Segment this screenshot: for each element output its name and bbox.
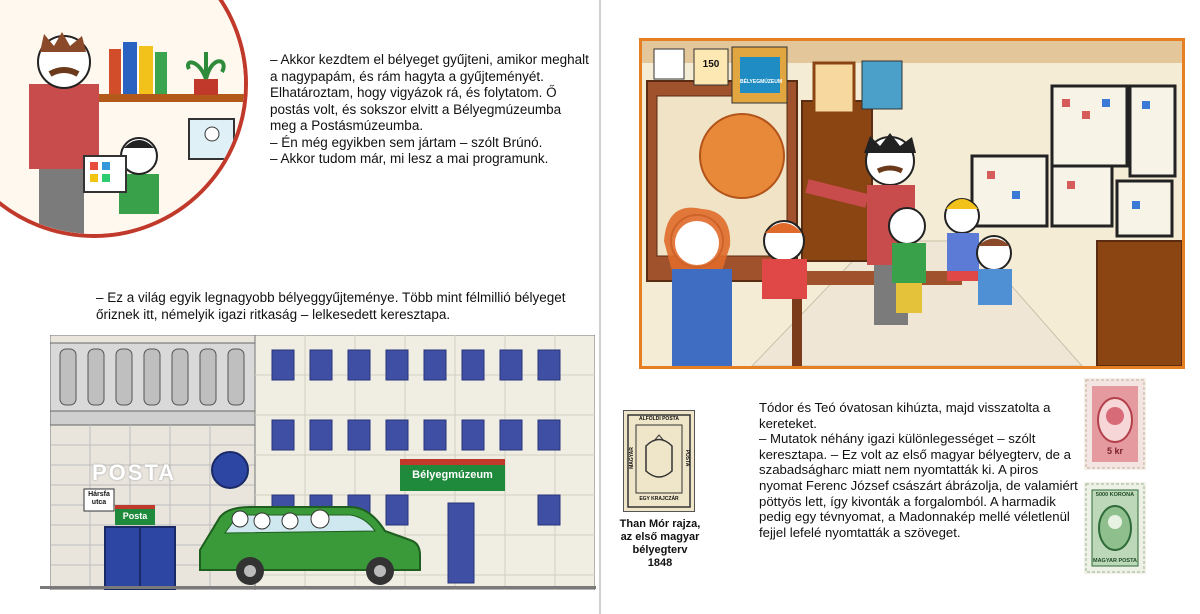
right-page <box>601 0 1200 614</box>
stamp-caption <box>615 518 705 570</box>
post-office-building-illustration <box>50 335 595 590</box>
stamp-150-label: 150 <box>702 59 720 70</box>
caption-line: Than Mór rajza, <box>619 518 701 530</box>
story-paragraph-3 <box>759 400 1079 540</box>
story-line: – Akkor tudom már, mi lesz a mai programunk. <box>270 151 549 166</box>
museum-poster-label: BÉLYEGMÚZEUM <box>740 79 783 85</box>
story-line: – Én még egyikben sem jártam – szólt Brúnó. <box>270 134 543 150</box>
red-franz-joseph-stamp <box>1084 378 1146 470</box>
story-line: Tódor és Teó óvatosan kihúzta, majd visszatolta a kereteket. <box>759 400 1051 431</box>
story-paragraph-2 <box>96 290 566 323</box>
posta-sign: POSTA <box>92 460 177 485</box>
posta-label: Posta <box>122 511 148 521</box>
stamp-sketch-bottom-text: EGY KRAJCZÁR <box>639 496 679 502</box>
caption-line: 1848 <box>647 557 673 569</box>
museum-interior-illustration <box>639 38 1185 369</box>
green-madonna-stamp <box>1084 482 1146 574</box>
stamp-sketch-top-text: ALFÖLDI POSTA <box>639 416 679 422</box>
caption-line: bélyegterv <box>632 544 688 556</box>
red-stamp-value: 5 kr <box>1106 446 1123 456</box>
left-page <box>0 0 599 614</box>
green-stamp-top: 5000 KORONA <box>1095 492 1135 498</box>
story-line: – Akkor kezdtem el bélyeget gyűjteni, amikor meghalt a nagypapám, és rám hagyta a gyűjteményét. Elhatároztam, hogy vigyázok rá, és folytatom. Ő postás volt, és sokszor elvitt a Bélyegmúzeumba meg a Postásmúzeumba. <box>270 52 589 133</box>
first-hungarian-stamp-design <box>623 410 695 512</box>
uncle-shelf-illustration <box>0 0 248 238</box>
story-line: – Ez a világ egyik legnagyobb bélyeggyűjteménye. Több mint félmillió bélyeget őriznek itt, némelyik igazi ritkaság – lelkesedett keresztapa. <box>96 290 566 322</box>
caption-line: az első magyar <box>620 531 700 543</box>
story-line: – Mutatok néhány igazi különlegességet – szólt keresztapa. – Ez volt az első magyar bélyegterv, de a szabadságharc miatt nem nyomtatták ki. A piros nyomat Ferenc József császárt ábrázolja, de valamiért pöttyös lett, így kivonták a forgalomból. A harmadik pedig egy tévnyomat, a Madonnakép mellé véletlenül fejjel lefelé nyomtatták a szöveget. <box>759 431 1078 540</box>
story-paragraph-1 <box>270 52 590 168</box>
stamp-sketch-left-text: MAGYAR <box>629 447 635 469</box>
stamp-sketch-right-text: POSTA <box>684 449 690 467</box>
ground-line <box>40 586 596 589</box>
street-sign: Hársfa utca <box>88 491 110 506</box>
museum-sign: Bélyegmúzeum <box>412 469 493 481</box>
green-stamp-bottom: MAGYAR POSTA <box>1092 558 1137 564</box>
